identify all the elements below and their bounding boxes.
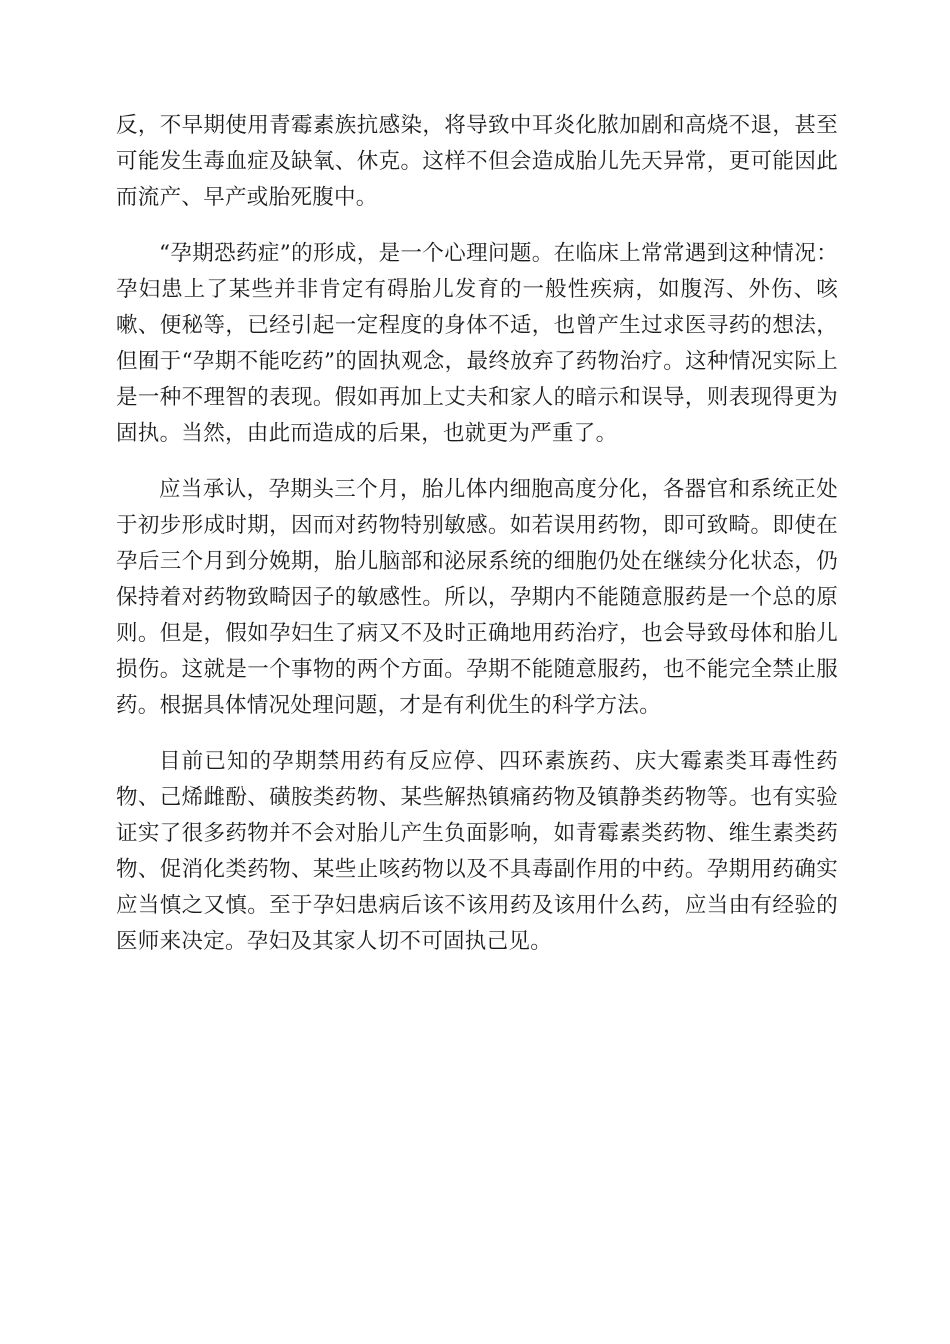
paragraph-prohibited-drugs: 目前已知的孕期禁用药有反应停、四环素族药、庆大霉素类耳毒性药物、己烯雌酚、磺胺类药物、某些解热镇痛药物及镇静类药物等。也有实验证实了很多药物并不会对胎儿产生负面影响，如青霉素类药物、维生素类药物、促消化类药物、某些止咳药物以及不具毒副作用的中药。孕期用药确实应当慎之又慎。至于孕妇患病后该不该用药及该用什么药，应当由有经验的医师来决定。孕妇及其家人切不可固执己见。	[116, 749, 838, 954]
paragraph-fear-of-medicine: “孕期恐药症”的形成，是一个心理问题。在临床上常常遇到这种情况：孕妇患上了某些并非肯定有碍胎儿发育的一般性疾病，如腹泻、外伤、咳嗽、便秘等，已经引起一定程度的身体不适，也曾产生过求医寻药的想法，但囿于“孕期不能吃药”的固执观念，最终放弃了药物治疗。这种情况实际上是一种不理智的表现。假如再加上丈夫和家人的暗示和误导，则表现得更为固执。当然，由此而造成的后果，也就更为严重了。	[116, 241, 838, 446]
paragraph-first-trimester: 应当承认，孕期头三个月，胎儿体内细胞高度分化，各器官和系统正处于初步形成时期，因而对药物特别敏感。如若误用药物，即可致畸。即使在孕后三个月到分娩期，胎儿脑部和泌尿系统的细胞仍处在继续分化状态，仍保持着对药物致畸因子的敏感性。所以，孕期内不能随意服药是一个总的原则。但是，假如孕妇生了病又不及时正确地用药治疗，也会导致母体和胎儿损伤。这就是一个事物的两个方面。孕期不能随意服药，也不能完全禁止服药。根据具体情况处理问题，才是有利优生的科学方法。	[116, 477, 838, 718]
paragraph-continuation: 反，不早期使用青霉素族抗感染，将导致中耳炎化脓加剧和高烧不退，甚至可能发生毒血症及缺氧、休克。这样不但会造成胎儿先天异常，更可能因此而流产、早产或胎死腹中。	[116, 113, 838, 210]
document-body	[116, 108, 838, 980]
